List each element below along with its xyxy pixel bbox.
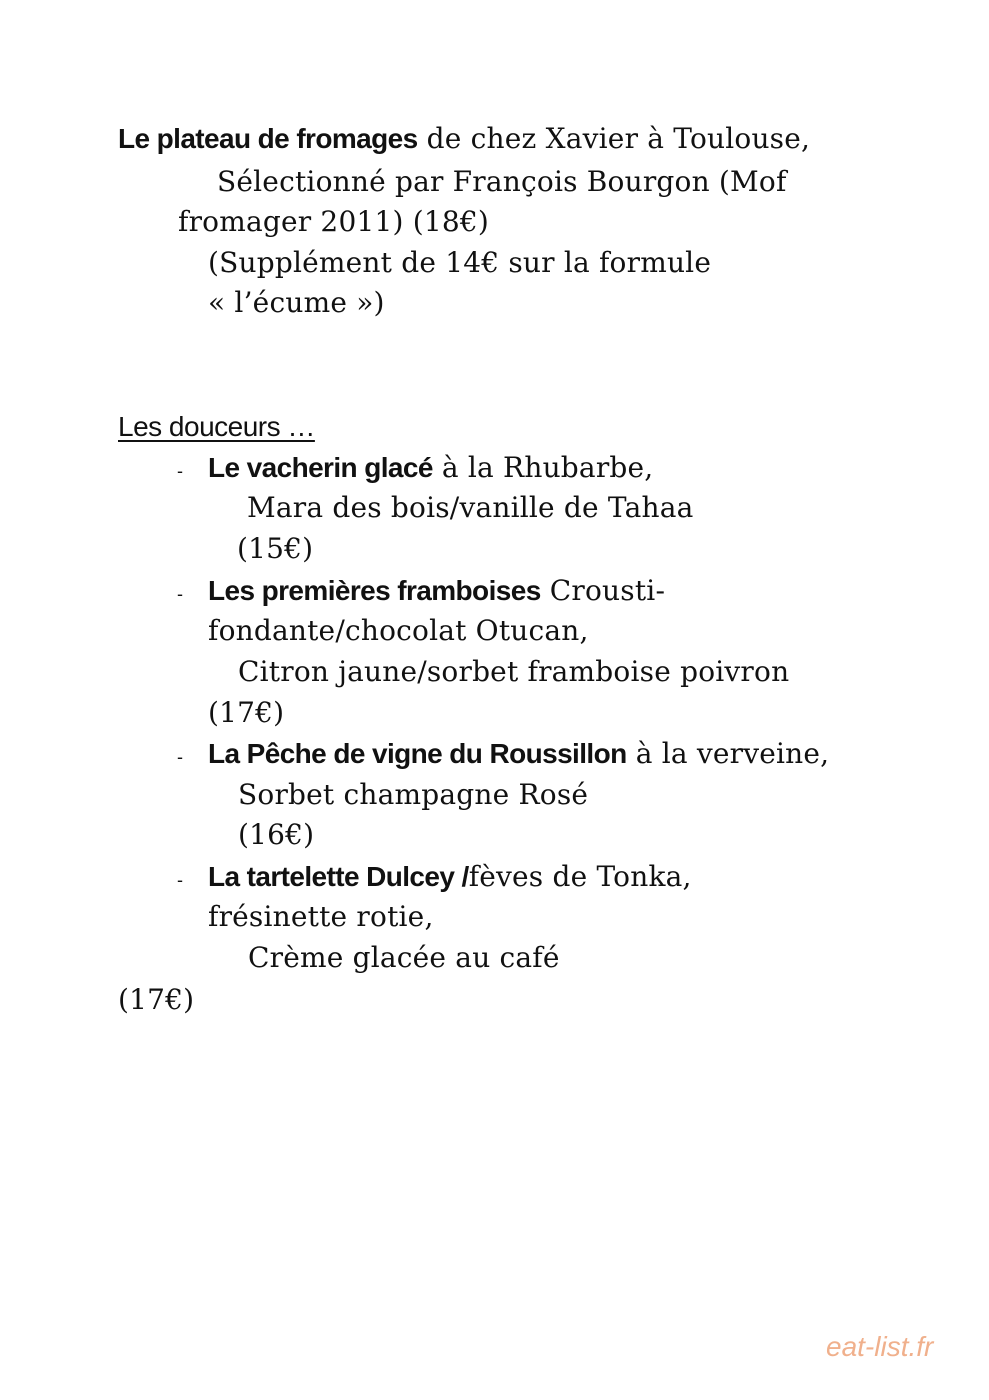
item-2-title [208, 574, 665, 608]
item-2-line-2: Citron jaune/sorbet framboise poivron [238, 655, 790, 688]
item-4-line-1: frésinette rotie, [208, 900, 434, 933]
item-2-dash: - [177, 584, 183, 604]
item-4-title [208, 860, 692, 894]
item-1-line-1: Mara des bois/vanille de Tahaa [247, 491, 694, 524]
item-4-price: (17€) [118, 983, 195, 1016]
watermark: eat-list.fr [826, 1331, 934, 1362]
item-1-name-rest: à la Rhubarbe, [432, 451, 654, 484]
item-1-title [208, 451, 653, 485]
cheese-title [118, 122, 810, 156]
item-3-name: La Pêche de vigne du Roussillon [208, 738, 627, 769]
cheese-line-5: « l’écume ») [208, 286, 385, 319]
desserts-heading: Les douceurs … [118, 411, 315, 442]
item-4-dash: - [177, 870, 183, 890]
item-1-name: Le vacherin glacé [208, 452, 433, 483]
item-3-line-1: Sorbet champagne Rosé [238, 778, 589, 811]
cheese-title-bold: Le plateau de fromages [118, 123, 418, 154]
item-2-line-1: fondante/chocolat Otucan, [208, 614, 589, 647]
item-4-line-2: Crème glacée au café [248, 941, 560, 974]
cheese-line-3: fromager 2011) (18€) [178, 205, 490, 238]
item-4-name-rest: fèves de Tonka, [468, 860, 692, 893]
item-3-title [208, 737, 829, 771]
cheese-line-4: (Supplément de 14€ sur la formule [208, 246, 712, 279]
item-3-name-rest: à la verveine, [626, 737, 830, 770]
cheese-line-2: Sélectionné par François Bourgon (Mof [217, 165, 787, 198]
cheese-title-rest: de chez Xavier à Toulouse, [417, 122, 811, 155]
item-4-name: La tartelette Dulcey / [208, 861, 469, 892]
item-2-price: (17€) [208, 696, 285, 729]
item-3-price: (16€) [238, 818, 315, 851]
item-1-price: (15€) [237, 532, 314, 565]
item-3-dash: - [177, 747, 183, 767]
item-2-name: Les premières framboises [208, 575, 541, 606]
item-1-dash: - [177, 461, 183, 481]
item-2-name-rest: Crousti- [540, 574, 666, 607]
